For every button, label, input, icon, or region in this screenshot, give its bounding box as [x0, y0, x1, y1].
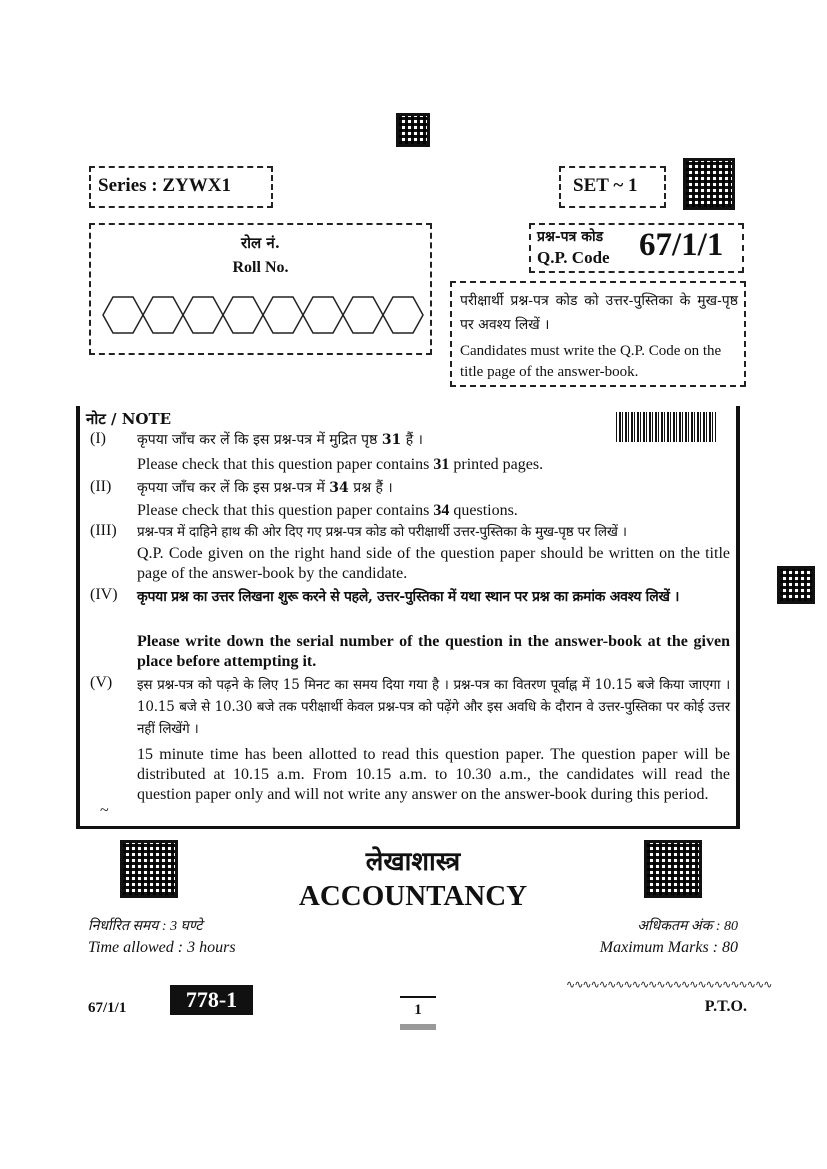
subject-english: ACCOUNTANCY — [298, 880, 528, 912]
note-item-num: (IV) — [90, 586, 118, 603]
page-number-overline — [400, 996, 436, 998]
qr-code-set — [683, 158, 735, 210]
series-label: Series : ZYWX1 — [98, 175, 231, 196]
note-item-num: (II) — [90, 478, 112, 495]
set-box — [559, 166, 666, 208]
subject-hindi: लेखाशास्त्र — [365, 847, 461, 877]
marks-hindi: अधिकतम अंक : 80 — [637, 919, 738, 934]
tilde-mark: ~ — [100, 802, 109, 819]
set-label: SET ~ 1 — [573, 175, 638, 196]
qp-code-box — [529, 223, 744, 273]
note-item-hindi: कृपया जाँच कर लें कि इस प्रश्न-पत्र में मुद्रित पृष्ठ 31 हैं । — [137, 432, 423, 448]
instruction-hindi: परीक्षार्थी प्रश्न-पत्र कोड को उत्तर-पुस्तिका के मुख-पृष्ठ पर अवश्य लिखें । — [460, 293, 738, 333]
qr-code-right — [644, 840, 702, 898]
note-box — [76, 406, 740, 826]
note-item-num: (III) — [90, 522, 117, 539]
time-hindi: निर्धारित समय : 3 घण्टे — [88, 919, 203, 934]
page-number-bar — [400, 1024, 436, 1030]
note-item-english: Please check that this question paper contains 34 questions. — [137, 502, 518, 519]
note-item-hindi: कृपया प्रश्न का उत्तर लिखना शुरू करने से पहले, उत्तर-पुस्तिका में यथा स्थान पर प्रश्न का क्रमांक अवश्य लिखें । — [137, 589, 680, 605]
note-item-hindi: प्रश्न-पत्र में दाहिने हाथ की ओर दिए गए प्रश्न-पत्र कोड को परीक्षार्थी उत्तर-पुस्तिका के मुख-पृष्ठ पर लिखें । — [137, 524, 627, 540]
qp-code-value: 67/1/1 — [639, 227, 724, 263]
note-item-english: Please check that this question paper contains 31 printed pages. — [137, 456, 544, 473]
qr-code-side — [777, 566, 815, 604]
note-item-english: Please write down the serial number of the question in the answer-book at the given place before attempting it. — [137, 633, 730, 670]
note-item-english: 15 minute time has been allotted to read this question paper. The question paper will be distributed at 10.15 a.m. From 10.15 a.m. to 10.30 a.m., the candidates will read the question paper only and will not write any answer on the answer-book during this period. — [137, 746, 730, 803]
wavy-line: ∿∿∿∿∿∿∿∿∿∿∿∿∿∿∿∿∿∿∿∿∿∿∿∿∿ — [566, 978, 772, 991]
note-item-num: (I) — [90, 430, 106, 447]
marks-english: Maximum Marks : 80 — [599, 939, 738, 956]
qp-code-hindi: प्रश्न-पत्र कोड — [537, 229, 604, 245]
qr-code-left — [120, 840, 178, 898]
note-item-hindi: इस प्रश्न-पत्र को पढ़ने के लिए 15 मिनट का समय दिया गया है । प्रश्न-पत्र का वितरण पूर्वाह्न में 10.15 बजे किया जाएगा । 10.15 बजे से 10.30 बजे तक परीक्षार्थी केवल प्रश्न-पत्र को पढ़ेंगे और इस अवधि के दौरान वे उत्तर-पुस्तिका पर कोई उत्तर नहीं लिखेंगे । — [137, 677, 730, 737]
instruction-english: Candidates must write the Q.P. Code on the title page of the answer-book. — [460, 343, 722, 380]
note-left-bar — [76, 406, 80, 826]
footer-box-label: 778-1 — [170, 985, 253, 1015]
qp-code-english: Q.P. Code — [537, 248, 610, 267]
barcode — [616, 412, 716, 442]
note-right-bar — [736, 406, 740, 826]
roll-hindi-label: रोल नं. — [241, 234, 280, 252]
page-number: 1 — [414, 1002, 422, 1018]
note-heading: नोट / NOTE — [86, 410, 172, 428]
qr-code-top — [396, 113, 430, 147]
note-item-num: (V) — [90, 674, 113, 691]
roll-number-cells[interactable] — [97, 291, 427, 341]
note-item-english: Q.P. Code given on the right hand side of the question paper should be written on the title page of the answer-book by the candidate. — [137, 545, 730, 582]
note-bottom-rule — [76, 826, 740, 829]
note-item-hindi: कृपया जाँच कर लें कि इस प्रश्न-पत्र में 34 प्रश्न हैं । — [137, 480, 393, 496]
time-english: Time allowed : 3 hours — [88, 939, 236, 956]
roll-number-box — [89, 223, 432, 355]
pto-label: P.T.O. — [704, 998, 747, 1015]
instruction-box — [450, 281, 746, 387]
footer-code: 67/1/1 — [88, 1000, 127, 1016]
series-box — [89, 166, 273, 208]
roll-english-label: Roll No. — [232, 259, 289, 276]
